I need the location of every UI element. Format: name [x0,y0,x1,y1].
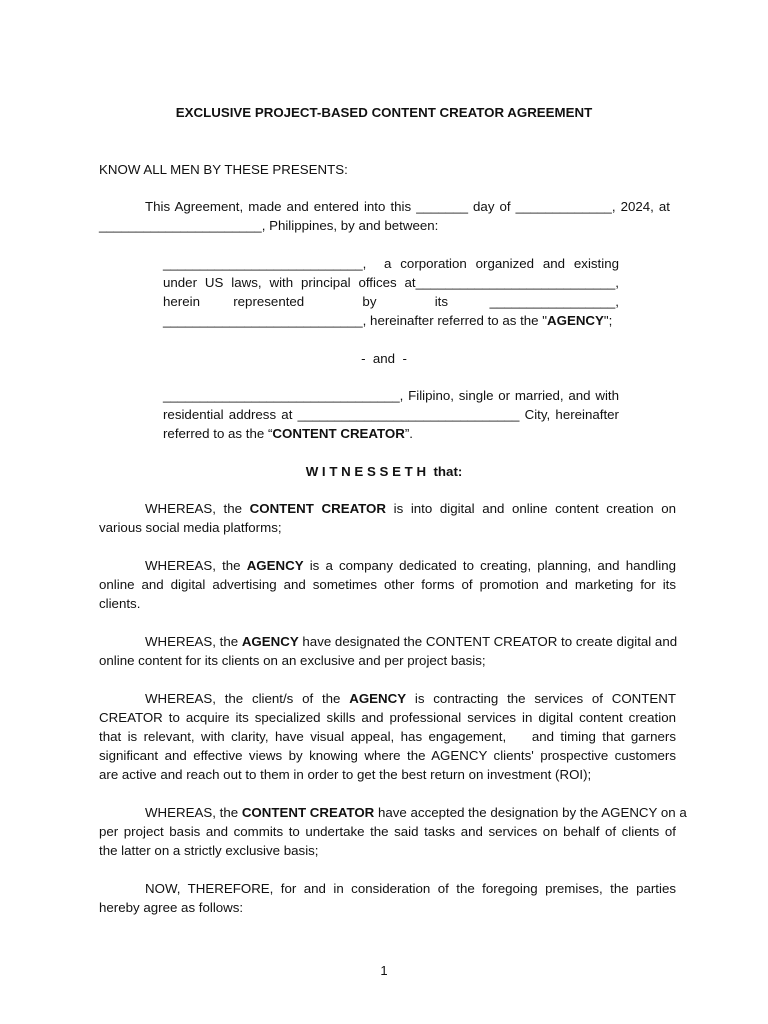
creator-line [163,424,413,443]
page-number: 1 [380,963,388,978]
whereas-line [145,632,676,651]
creator-defined-term: CONTENT CREATOR [272,426,405,441]
agency-line-text: ___________________________, hereinafter referred to as the " [163,313,547,328]
whereas-line: significant and effective views by knowing where the AGENCY clients' prospective customers [99,748,676,763]
whereas-line: the latter on a strictly exclusive basis; [99,843,319,858]
whereas-defined-term: AGENCY [241,634,299,649]
whereas-line [145,499,676,518]
whereas-line [145,803,687,822]
document-title: EXCLUSIVE PROJECT-BASED CONTENT CREATOR AGREEMENT [175,105,593,120]
whereas-text: WHEREAS, the [145,805,242,820]
agency-line-text: "; [603,313,613,328]
agency-defined-term: AGENCY [547,313,604,328]
whereas-line: that is relevant, with clarity, have visual appeal, has engagement, and timing that garners [99,729,676,744]
whereas-line: online and digital advertising and sometimes other forms of promotion and marketing for its [99,577,676,592]
creator-line: ________________________________, Filipino, single or married, and with [163,388,619,403]
now-therefore-line: NOW, THEREFORE, for and in consideration of the foregoing premises, the parties [145,881,676,896]
whereas-line: online content for its clients on an exclusive and per project basis; [99,653,486,668]
whereas-text: WHEREAS, the client/s of the [145,691,350,706]
whereas-text: WHEREAS, the [145,634,242,649]
whereas-defined-term: AGENCY [349,691,407,706]
intro-text: KNOW ALL MEN BY THESE PRESENTS: [99,162,348,177]
agreement-line: This Agreement, made and entered into this _______ day of _____________, 2024, at [145,199,670,214]
whereas-text: have designated the CONTENT CREATOR to create digital and [298,634,678,649]
agreement-line: ______________________, Philippines, by and between: [99,218,439,233]
creator-line: residential address at ______________________________ City, hereinafter [163,407,619,422]
creator-line-text: ”. [404,426,413,441]
whereas-line: clients. [99,596,141,611]
whereas-text: WHEREAS, the [145,501,250,516]
whereas-text: WHEREAS, the [145,558,247,573]
agency-line: under US laws, with principal offices at___________________________, [163,275,619,290]
whereas-defined-term: AGENCY [246,558,304,573]
whereas-defined-term: CONTENT CREATOR [249,501,387,516]
and-separator: - and - [361,351,407,366]
whereas-line: various social media platforms; [99,520,282,535]
whereas-line: per project basis and commits to undertake the said tasks and services on behalf of clients of [99,824,676,839]
whereas-defined-term: CONTENT CREATOR [241,805,375,820]
agency-line: ___________________________, a corporation organized and existing [163,256,619,271]
creator-line-text: referred to as the “ [163,426,273,441]
whereas-line [145,689,676,708]
now-therefore-line: hereby agree as follows: [99,900,244,915]
agency-line: herein represented by its _________________, [163,294,619,309]
agency-line [163,311,612,330]
witnesseth-heading: W I T N E S S E T H that: [305,464,463,479]
whereas-text: is into digital and online content creation on [386,501,676,516]
whereas-line: are active and reach out to them in order to get the best return on investment (ROI); [99,767,592,782]
whereas-text: have accepted the designation by the AGENCY on a [374,805,687,820]
whereas-text: is a company dedicated to creating, planning, and handling [303,558,676,573]
whereas-line [145,556,676,575]
whereas-text: is contracting the services of CONTENT [406,691,677,706]
whereas-line: CREATOR to acquire its specialized skills and professional services in digital content creation [99,710,676,725]
